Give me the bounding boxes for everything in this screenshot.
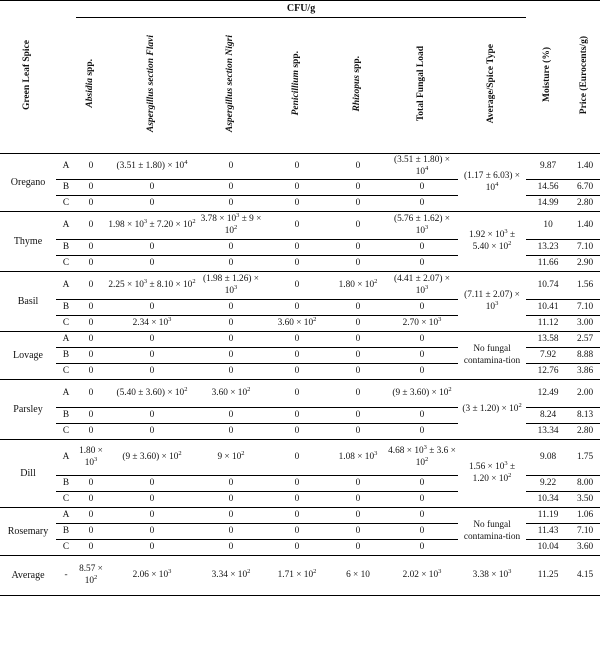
sample-label: C — [56, 492, 76, 508]
moisture-cell: 9.22 — [526, 476, 570, 492]
cfu-cell-flavi: $2.25 \times 10^3 \pm 8.10 \times 10^2$ — [106, 272, 198, 300]
cfu-cell-pen: 0 — [264, 212, 330, 240]
price-cell: 8.00 — [570, 476, 600, 492]
sample-label: A — [56, 508, 76, 524]
cfu-cell-flavi: 0 — [106, 196, 198, 212]
cfu-cell-rhi: 0 — [330, 212, 386, 240]
cfu-cell-pen: 0 — [264, 348, 330, 364]
moisture-cell: 13.23 — [526, 240, 570, 256]
moisture-cell: 10 — [526, 212, 570, 240]
cfu-cell-rhi: 0 — [330, 316, 386, 332]
col-header-nigri: Aspergillus section Nigri — [198, 18, 264, 154]
cfu-cell-nigri: 0 — [198, 408, 264, 424]
cfu-cell-nigri: 0 — [198, 316, 264, 332]
average-cell: $2.02 \times 10^3$ — [386, 556, 458, 596]
cfu-cell-rhi: 0 — [330, 424, 386, 440]
cfu-cell-rhi: 0 — [330, 508, 386, 524]
col-header-spice: Green Leaf Spice — [0, 1, 56, 154]
cfu-cell-nigri: 0 — [198, 348, 264, 364]
cfu-cell-pen: 0 — [264, 256, 330, 272]
cfu-cell-nigri: 0 — [198, 256, 264, 272]
cfu-cell-rhi: 0 — [330, 492, 386, 508]
cfu-cell-pen: 0 — [264, 196, 330, 212]
moisture-cell: 12.76 — [526, 364, 570, 380]
cfu-cell-absidia: $1.80 \times 10^3$ — [76, 440, 106, 476]
table-row — [0, 508, 600, 524]
sample-label: B — [56, 300, 76, 316]
cfu-cell-total: 0 — [386, 348, 458, 364]
price-cell: 2.80 — [570, 196, 600, 212]
price-cell: 6.70 — [570, 180, 600, 196]
price-cell: 7.10 — [570, 300, 600, 316]
cfu-cell-absidia: 0 — [76, 180, 106, 196]
average-per-spice: $(3 \pm 1.20) \times 10^2$ — [458, 380, 526, 440]
average-cell: - — [56, 556, 76, 596]
cfu-cell-rhi: 0 — [330, 364, 386, 380]
cfu-cell-flavi: 0 — [106, 300, 198, 316]
col-header-flavi: Aspergillus section Flavi — [106, 18, 198, 154]
sample-label: B — [56, 180, 76, 196]
price-cell: 7.10 — [570, 240, 600, 256]
average-cell: $2.06 \times 10^3$ — [106, 556, 198, 596]
cfu-cell-pen: 0 — [264, 408, 330, 424]
cfu-cell-absidia: 0 — [76, 300, 106, 316]
price-cell: 1.56 — [570, 272, 600, 300]
cfu-cell-flavi: 0 — [106, 408, 198, 424]
spice-name: Thyme — [0, 212, 56, 272]
cfu-cell-pen: 0 — [264, 476, 330, 492]
cfu-cell-pen: 0 — [264, 240, 330, 256]
cfu-cell-absidia: 0 — [76, 364, 106, 380]
sample-label: A — [56, 380, 76, 408]
cfu-cell-total: 0 — [386, 196, 458, 212]
cfu-cell-flavi: 0 — [106, 180, 198, 196]
table-row — [0, 154, 600, 180]
cfu-cell-absidia: 0 — [76, 476, 106, 492]
cfu-cell-absidia: 0 — [76, 240, 106, 256]
sample-label: C — [56, 256, 76, 272]
average-per-spice: $(7.11 \pm 2.07) \times 10^3$ — [458, 272, 526, 332]
moisture-cell: 14.99 — [526, 196, 570, 212]
cfu-cell-pen: 0 — [264, 524, 330, 540]
cfu-cell-rhi: 0 — [330, 380, 386, 408]
moisture-cell: 13.58 — [526, 332, 570, 348]
col-header-price: Price (Eurocents/g) — [570, 1, 600, 154]
average-label: Average — [0, 556, 56, 596]
cfu-cell-flavi: 0 — [106, 348, 198, 364]
sample-label: A — [56, 440, 76, 476]
cfu-cell-rhi: $1.08 \times 10^3$ — [330, 440, 386, 476]
cfu-cell-pen: 0 — [264, 492, 330, 508]
sample-label: A — [56, 332, 76, 348]
sample-label: C — [56, 316, 76, 332]
average-row — [0, 556, 600, 596]
price-cell: 3.00 — [570, 316, 600, 332]
cfu-cell-absidia: 0 — [76, 196, 106, 212]
sample-label: B — [56, 524, 76, 540]
moisture-cell: 10.04 — [526, 540, 570, 556]
cfu-cell-nigri: $3.78 \times 10^3 \pm 9 \times 10^2$ — [198, 212, 264, 240]
cfu-cell-rhi: 0 — [330, 240, 386, 256]
cfu-cell-total: 0 — [386, 364, 458, 380]
cfu-cell-nigri: $3.60 \times 10^2$ — [198, 380, 264, 408]
cfu-cell-total: 0 — [386, 424, 458, 440]
cfu-cell-nigri: 0 — [198, 508, 264, 524]
cfu-cell-nigri: 0 — [198, 364, 264, 380]
average-per-spice: $1.56 \times 10^3 \pm 1.20 \times 10^2$ — [458, 440, 526, 508]
cfu-cell-total: $(4.41 \pm 2.07) \times 10^3$ — [386, 272, 458, 300]
moisture-cell: 9.87 — [526, 154, 570, 180]
cfu-cell-nigri: 0 — [198, 424, 264, 440]
price-cell: 7.10 — [570, 524, 600, 540]
cfu-cell-nigri: 0 — [198, 154, 264, 180]
cfu-cell-flavi: $1.98 \times 10^3 \pm 7.20 \times 10^2$ — [106, 212, 198, 240]
table-row — [0, 332, 600, 348]
cfu-cell-nigri: 0 — [198, 180, 264, 196]
cfu-cell-flavi: $(3.51 \pm 1.80) \times 10^4$ — [106, 154, 198, 180]
price-cell: 8.88 — [570, 348, 600, 364]
price-cell: 3.86 — [570, 364, 600, 380]
cfu-cell-nigri: $9 \times 10^2$ — [198, 440, 264, 476]
col-header-moisture: Moisture (%) — [526, 1, 570, 154]
sample-label: A — [56, 154, 76, 180]
cfu-cell-total: $(3.51 \pm 1.80) \times 10^4$ — [386, 154, 458, 180]
table-row — [0, 440, 600, 476]
cfu-cell-total: $4.68 \times 10^3 \pm 3.6 \times 10^2$ — [386, 440, 458, 476]
sample-label: A — [56, 272, 76, 300]
cfu-cell-absidia: 0 — [76, 380, 106, 408]
cfu-cell-flavi: 0 — [106, 476, 198, 492]
cfu-cell-nigri: $(1.98 \pm 1.26) \times 10^3$ — [198, 272, 264, 300]
moisture-cell: 11.66 — [526, 256, 570, 272]
sample-label: C — [56, 196, 76, 212]
cfu-cell-total: 0 — [386, 476, 458, 492]
cfu-cell-rhi: 0 — [330, 332, 386, 348]
cfu-cell-flavi: 0 — [106, 256, 198, 272]
cfu-cell-total: 0 — [386, 492, 458, 508]
spice-name: Dill — [0, 440, 56, 508]
average-per-spice: No fungal contamina-tion — [458, 332, 526, 380]
spice-name: Lovage — [0, 332, 56, 380]
cfu-cell-nigri: 0 — [198, 196, 264, 212]
moisture-cell: 11.43 — [526, 524, 570, 540]
cfu-cell-flavi: 0 — [106, 492, 198, 508]
cfu-cell-rhi: 0 — [330, 524, 386, 540]
col-header-total: Total Fungal Load — [386, 18, 458, 154]
cfu-cell-rhi: 0 — [330, 348, 386, 364]
moisture-cell: 13.34 — [526, 424, 570, 440]
cfu-cell-total: $(5.76 \pm 1.62) \times 10^3$ — [386, 212, 458, 240]
cfu-cell-nigri: 0 — [198, 492, 264, 508]
cfu-cell-flavi: 0 — [106, 240, 198, 256]
col-header-absidia: Absidia spp. — [76, 18, 106, 154]
cfu-cell-flavi: $2.34 \times 10^3$ — [106, 316, 198, 332]
col-header-penicillium: Penicillium spp. — [264, 18, 330, 154]
cfu-cell-rhi: 0 — [330, 154, 386, 180]
moisture-cell: 7.92 — [526, 348, 570, 364]
cfu-cell-absidia: 0 — [76, 348, 106, 364]
cfu-cell-absidia: 0 — [76, 492, 106, 508]
cfu-cell-rhi: 0 — [330, 180, 386, 196]
cfu-cell-pen: $3.60 \times 10^2$ — [264, 316, 330, 332]
cfu-cell-nigri: 0 — [198, 476, 264, 492]
col-header-rhizopus: Rhizopus spp. — [330, 18, 386, 154]
cfu-cell-total: 0 — [386, 540, 458, 556]
table-row — [0, 380, 600, 408]
price-cell: 8.13 — [570, 408, 600, 424]
cfu-cell-total: $(9 \pm 3.60) \times 10^2$ — [386, 380, 458, 408]
moisture-cell: 10.41 — [526, 300, 570, 316]
cfu-cell-pen: 0 — [264, 380, 330, 408]
spice-name: Basil — [0, 272, 56, 332]
cfu-cell-pen: 0 — [264, 540, 330, 556]
cfu-cell-pen: 0 — [264, 364, 330, 380]
price-cell: 1.75 — [570, 440, 600, 476]
price-cell: 2.80 — [570, 424, 600, 440]
cfu-cell-total: 0 — [386, 240, 458, 256]
table-row — [0, 212, 600, 240]
average-cell: 4.15 — [570, 556, 600, 596]
cfu-cell-rhi: 0 — [330, 300, 386, 316]
cfu-cell-total: 0 — [386, 508, 458, 524]
price-cell: 2.90 — [570, 256, 600, 272]
cfu-cell-nigri: 0 — [198, 300, 264, 316]
cfu-cell-flavi: 0 — [106, 364, 198, 380]
moisture-cell: 11.19 — [526, 508, 570, 524]
average-cell: 11.25 — [526, 556, 570, 596]
cfu-cell-absidia: 0 — [76, 256, 106, 272]
cfu-cell-pen: 0 — [264, 300, 330, 316]
col-header-average: Average/Spice Type — [458, 18, 526, 154]
average-per-spice: $1.92 \times 10^3 \pm 5.40 \times 10^2$ — [458, 212, 526, 272]
cfu-cell-pen: 0 — [264, 180, 330, 196]
moisture-cell: 8.24 — [526, 408, 570, 424]
sample-label: B — [56, 240, 76, 256]
cfu-cell-flavi: $(9 \pm 3.60) \times 10^2$ — [106, 440, 198, 476]
cfu-cell-pen: 0 — [264, 272, 330, 300]
cfu-cell-total: $2.70 \times 10^3$ — [386, 316, 458, 332]
sample-label: A — [56, 212, 76, 240]
cfu-cell-total: 0 — [386, 300, 458, 316]
cfu-cell-nigri: 0 — [198, 332, 264, 348]
average-cell: $3.34 \times 10^2$ — [198, 556, 264, 596]
moisture-cell: 14.56 — [526, 180, 570, 196]
average-cell: $8.57 \times 10^2$ — [76, 556, 106, 596]
cfu-cell-absidia: 0 — [76, 540, 106, 556]
price-cell: 1.40 — [570, 212, 600, 240]
price-cell: 3.60 — [570, 540, 600, 556]
cfu-cell-nigri: 0 — [198, 240, 264, 256]
cfu-cell-total: 0 — [386, 180, 458, 196]
sample-label: C — [56, 540, 76, 556]
cfu-header: CFU/g — [76, 1, 526, 18]
cfu-cell-nigri: 0 — [198, 524, 264, 540]
cfu-cell-nigri: 0 — [198, 540, 264, 556]
spice-name: Parsley — [0, 380, 56, 440]
sample-label: B — [56, 408, 76, 424]
cfu-cell-rhi: $1.80 \times 10^2$ — [330, 272, 386, 300]
cfu-cell-rhi: 0 — [330, 540, 386, 556]
moisture-cell: 11.12 — [526, 316, 570, 332]
cfu-cell-total: 0 — [386, 524, 458, 540]
sample-label: B — [56, 348, 76, 364]
cfu-cell-absidia: 0 — [76, 154, 106, 180]
average-per-spice: No fungal contamina-tion — [458, 508, 526, 556]
price-cell: 2.57 — [570, 332, 600, 348]
average-cell: 6 × 10 — [330, 556, 386, 596]
moisture-cell: 12.49 — [526, 380, 570, 408]
cfu-cell-flavi: $(5.40 \pm 3.60) \times 10^2$ — [106, 380, 198, 408]
cfu-cell-flavi: 0 — [106, 424, 198, 440]
spice-name: Rosemary — [0, 508, 56, 556]
cfu-cell-flavi: 0 — [106, 524, 198, 540]
moisture-cell: 10.74 — [526, 272, 570, 300]
cfu-cell-total: 0 — [386, 408, 458, 424]
cfu-cell-flavi: 0 — [106, 332, 198, 348]
moisture-cell: 9.08 — [526, 440, 570, 476]
cfu-cell-rhi: 0 — [330, 196, 386, 212]
average-per-spice: $(1.17 \pm 6.03) \times 10^4$ — [458, 154, 526, 212]
cfu-cell-total: 0 — [386, 332, 458, 348]
cfu-cell-pen: 0 — [264, 440, 330, 476]
cfu-cell-rhi: 0 — [330, 408, 386, 424]
cfu-cell-pen: 0 — [264, 508, 330, 524]
spice-name: Oregano — [0, 154, 56, 212]
price-cell: 1.40 — [570, 154, 600, 180]
price-cell: 1.06 — [570, 508, 600, 524]
price-cell: 2.00 — [570, 380, 600, 408]
cfu-cell-rhi: 0 — [330, 256, 386, 272]
cfu-cell-absidia: 0 — [76, 408, 106, 424]
cfu-cell-flavi: 0 — [106, 540, 198, 556]
price-cell: 3.50 — [570, 492, 600, 508]
cfu-cell-absidia: 0 — [76, 424, 106, 440]
average-cell: $3.38 \times 10^3$ — [458, 556, 526, 596]
table-row — [0, 272, 600, 300]
cfu-cell-pen: 0 — [264, 332, 330, 348]
cfu-cell-total: 0 — [386, 256, 458, 272]
cfu-cell-absidia: 0 — [76, 508, 106, 524]
cfu-cell-pen: 0 — [264, 154, 330, 180]
cfu-cell-pen: 0 — [264, 424, 330, 440]
average-cell: $1.71 \times 10^2$ — [264, 556, 330, 596]
cfu-cell-flavi: 0 — [106, 508, 198, 524]
moisture-cell: 10.34 — [526, 492, 570, 508]
sample-label: C — [56, 424, 76, 440]
cfu-cell-rhi: 0 — [330, 476, 386, 492]
cfu-cell-absidia: 0 — [76, 332, 106, 348]
cfu-cell-absidia: 0 — [76, 212, 106, 240]
sample-label: C — [56, 364, 76, 380]
cfu-cell-absidia: 0 — [76, 524, 106, 540]
cfu-cell-absidia: 0 — [76, 316, 106, 332]
sample-label: B — [56, 476, 76, 492]
cfu-cell-absidia: 0 — [76, 272, 106, 300]
